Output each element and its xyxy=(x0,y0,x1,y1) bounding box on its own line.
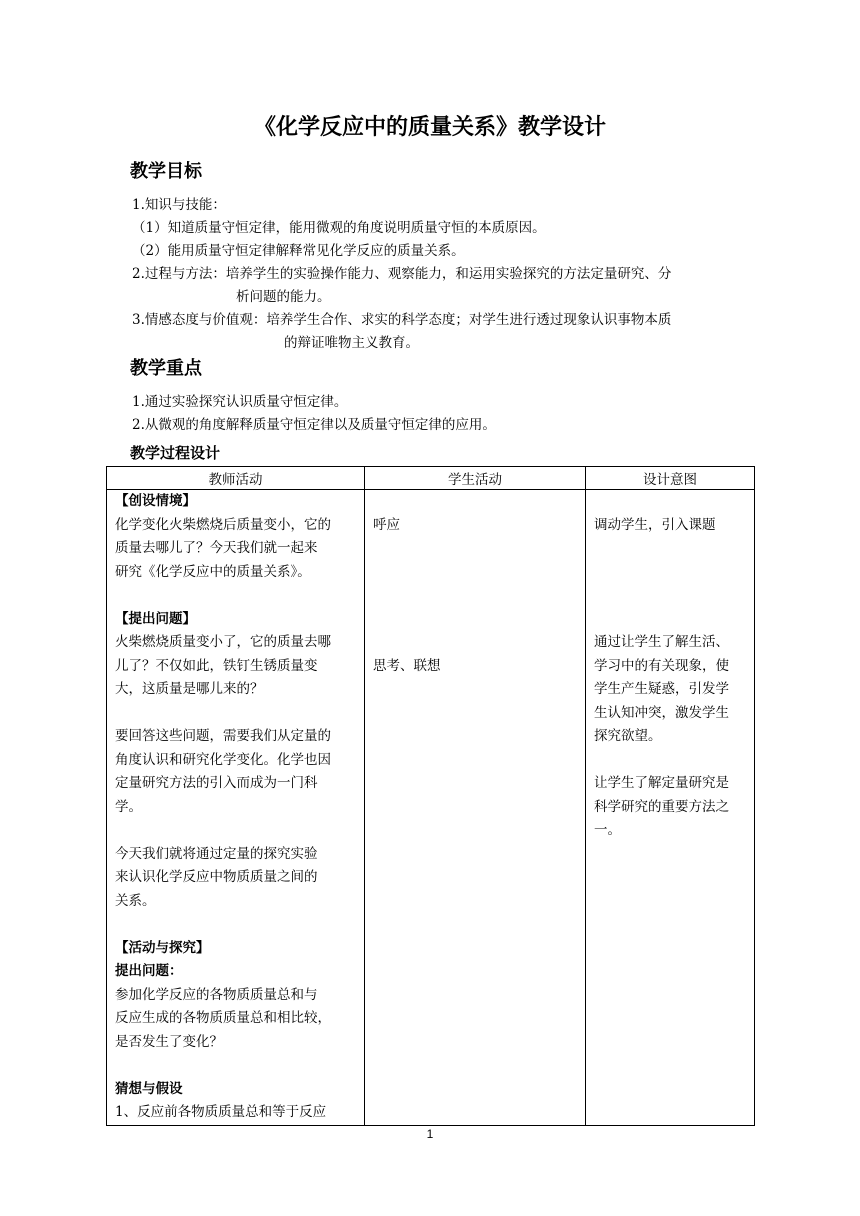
column-header-teacher: 教师活动 xyxy=(107,467,365,490)
student-activity-line xyxy=(373,537,577,561)
column-header-intent: 设计意图 xyxy=(586,467,755,490)
objectives-line: 3.情感态度与价值观：培养学生合作、求实的科学态度；对学生进行透过现象认识事物本质 xyxy=(132,312,672,328)
teacher-activity-line: 定量研究方法的引入而成为一门科 xyxy=(115,775,318,791)
student-activity-line xyxy=(373,490,577,514)
teacher-activity-line: 反应生成的各物质质量总和相比较， xyxy=(115,1010,331,1026)
teacher-activity-line: 【提出问题】 xyxy=(115,610,196,627)
design-intent-line: 让学生了解定量研究是 xyxy=(594,775,729,791)
design-intent-cell xyxy=(586,490,755,1126)
teacher-activity-line: 火柴燃烧质量变小了，它的质量去哪 xyxy=(115,634,331,650)
objectives-line: 的辩证唯物主义教育。 xyxy=(284,335,419,351)
teacher-activity-line: 是否发生了变化？ xyxy=(115,1033,223,1050)
objectives-heading: 教学目标 xyxy=(130,161,202,182)
objectives-line: （1）知道质量守恒定律，能用微观的角度说明质量守恒的本质原因。 xyxy=(132,220,546,236)
teacher-activity-line: 提出问题： xyxy=(115,963,183,979)
teacher-activity-line: 角度认识和研究化学变化。化学也因 xyxy=(115,751,331,768)
key-points-heading: 教学重点 xyxy=(130,358,202,379)
teacher-activity-line: 今天我们就将通过定量的探究实验 xyxy=(115,845,318,862)
teacher-activity-line: 大，这质量是哪儿来的？ xyxy=(115,681,264,697)
design-intent-line: 一。 xyxy=(594,822,621,838)
teacher-activity-line: 【创设情境】 xyxy=(115,493,196,509)
teacher-activity-line: 关系。 xyxy=(115,892,156,909)
column-header-student: 学生活动 xyxy=(365,467,586,490)
process-table xyxy=(106,466,755,1126)
design-intent-line xyxy=(594,749,746,773)
student-activity-cell xyxy=(365,490,586,1126)
teacher-activity-line xyxy=(115,702,356,726)
student-activity-line xyxy=(373,561,577,585)
table-header-row xyxy=(107,467,755,490)
page-number: 1 xyxy=(426,1127,434,1141)
objectives-line: （2）能用质量守恒定律解释常见化学反应的质量关系。 xyxy=(132,243,465,259)
teacher-activity-line: 化学变化火柴燃烧后质量变小，它的 xyxy=(115,516,331,533)
teacher-activity-cell xyxy=(107,490,365,1126)
design-intent-line xyxy=(594,537,746,561)
teacher-activity-line xyxy=(115,584,356,608)
student-activity-line: 思考、联想 xyxy=(373,657,441,674)
design-intent-line xyxy=(594,490,746,514)
teacher-activity-line: 要回答这些问题，需要我们从定量的 xyxy=(115,728,331,744)
design-intent-line: 通过让学生了解生活、 xyxy=(594,634,729,650)
teacher-activity-line xyxy=(115,1054,356,1078)
design-intent-line xyxy=(594,584,746,608)
design-intent-line: 学生产生疑惑，引发学 xyxy=(594,681,729,697)
design-intent-line: 生认知冲突，激发学生 xyxy=(594,704,729,721)
design-intent-line: 科学研究的重要方法之 xyxy=(594,798,729,815)
document-title: 《化学反应中的质量关系》教学设计 xyxy=(253,115,606,140)
student-activity-line xyxy=(373,584,577,608)
teacher-activity-line: 来认识化学反应中物质质量之间的 xyxy=(115,869,318,885)
objectives-line: 析问题的能力。 xyxy=(236,289,331,305)
student-activity-line xyxy=(373,608,577,632)
key-point-line: 1.通过实验探究认识质量守恒定律。 xyxy=(132,394,348,410)
teacher-activity-line: 研究《化学反应中的质量关系》。 xyxy=(115,563,311,580)
table-row xyxy=(107,490,755,1126)
teacher-activity-line xyxy=(115,913,356,937)
objectives-line: 1.知识与技能： xyxy=(132,197,226,213)
student-activity-line: 呼应 xyxy=(373,516,400,533)
teacher-activity-line: 学。 xyxy=(115,798,142,815)
design-intent-line xyxy=(594,608,746,632)
process-heading: 教学过程设计 xyxy=(130,444,221,462)
design-intent-line: 学习中的有关现象，使 xyxy=(594,657,729,674)
design-intent-line: 探究欲望。 xyxy=(594,728,662,744)
teacher-activity-line: 1、反应前各物质质量总和等于反应 xyxy=(115,1104,327,1120)
student-activity-line xyxy=(373,631,577,655)
key-point-line: 2.从微观的角度解释质量守恒定律以及质量守恒定律的应用。 xyxy=(132,417,496,433)
objectives-line: 2.过程与方法：培养学生的实验操作能力、观察能力，和运用实验探究的方法定量研究、分 xyxy=(132,266,672,282)
teacher-activity-line xyxy=(115,819,356,843)
design-intent-line: 调动学生，引入课题 xyxy=(594,516,716,533)
teacher-activity-line: 儿了？不仅如此，铁钉生锈质量变 xyxy=(115,657,318,674)
teacher-activity-line: 参加化学反应的各物质质量总和与 xyxy=(115,986,318,1003)
teacher-activity-line: 质量去哪儿了？今天我们就一起来 xyxy=(115,540,318,556)
teacher-activity-line: 猜想与假设 xyxy=(115,1080,183,1097)
design-intent-line xyxy=(594,561,746,585)
teacher-activity-line: 【活动与探究】 xyxy=(115,939,210,956)
